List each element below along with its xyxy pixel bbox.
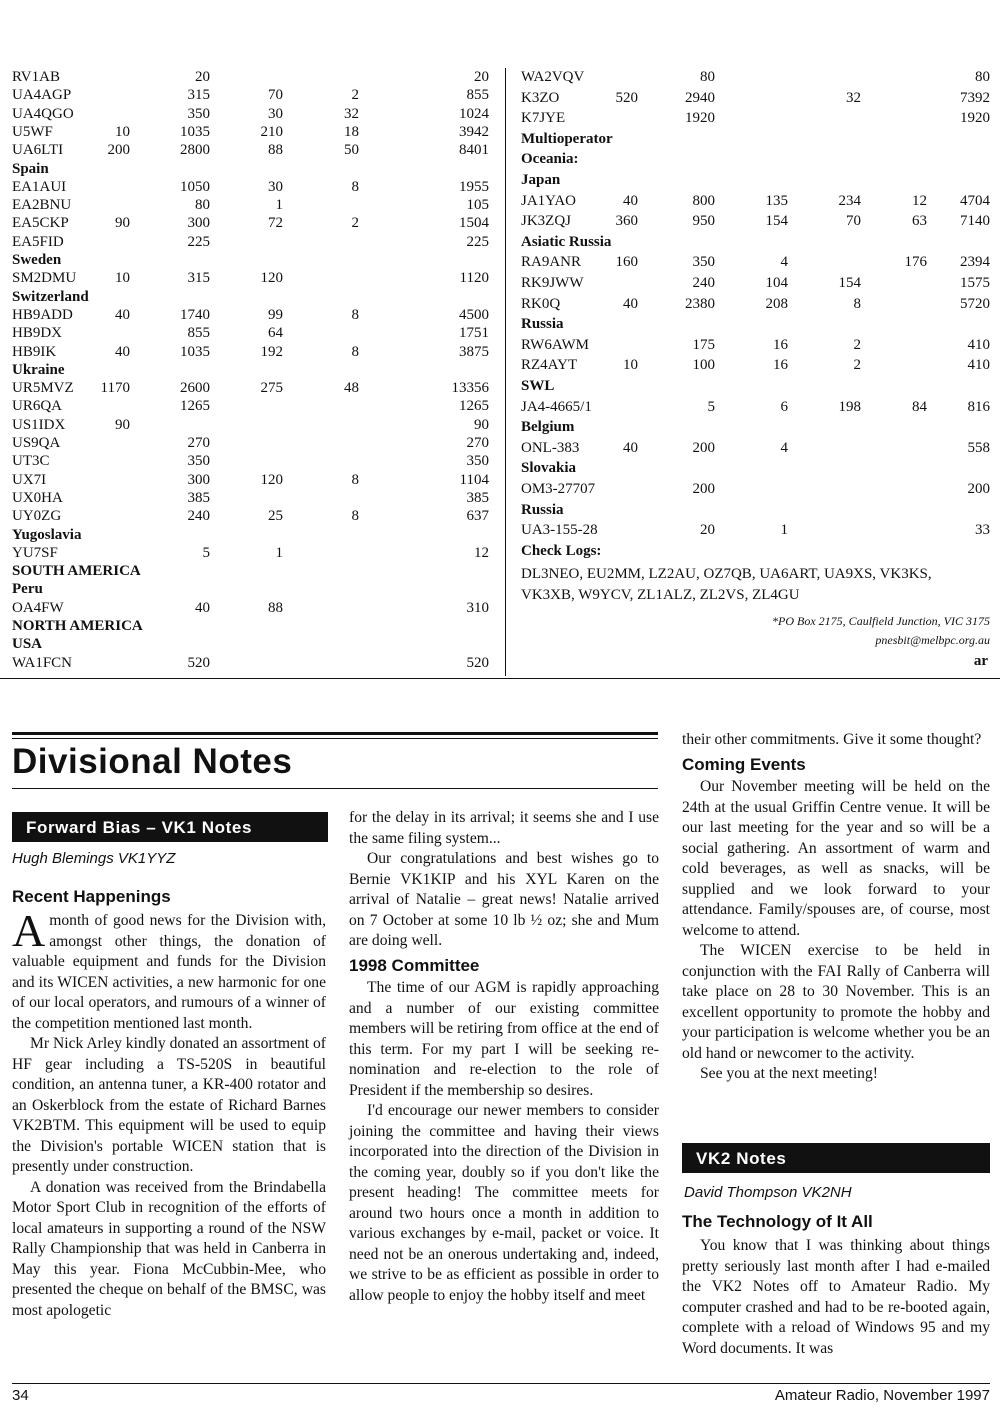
- table-row: [12, 416, 492, 434]
- score-cell: 2800: [180, 142, 210, 159]
- score-cell: 40: [115, 306, 130, 323]
- vk2-heading: VK2 Notes: [682, 1143, 990, 1173]
- score-cell: 208: [765, 295, 788, 312]
- callsign-cell: EA5CKP: [12, 215, 69, 232]
- title-rule-top-thin: [12, 738, 658, 739]
- callsign-cell: K7JYE: [521, 110, 566, 127]
- region-header: [12, 562, 492, 580]
- callsign-cell: OA4FW: [12, 599, 64, 616]
- end-mark: ar: [973, 653, 988, 669]
- score-cell: 176: [904, 254, 927, 271]
- score-cell: 40: [115, 343, 130, 360]
- score-cell: 50: [344, 142, 359, 159]
- callsign-cell: RV1AB: [12, 69, 60, 85]
- region-header: [521, 233, 991, 251]
- region-header: [12, 251, 492, 269]
- score-cell: 16: [773, 357, 788, 374]
- callsign-cell: HB9ADD: [12, 306, 73, 323]
- callsign-cell: RK9JWW: [521, 275, 584, 291]
- score-cell: 16: [773, 336, 788, 353]
- score-cell: 2380: [685, 295, 715, 312]
- score-cell: 210: [260, 123, 283, 140]
- score-cell: 360: [615, 213, 638, 230]
- score-cell: 300: [187, 471, 210, 488]
- table-row: [521, 356, 991, 374]
- score-cell: 270: [187, 435, 210, 451]
- table-row: [521, 336, 991, 354]
- score-cell: 88: [268, 142, 283, 159]
- total-cell: 1104: [459, 471, 489, 488]
- callsign-cell: EA5FID: [12, 233, 64, 250]
- table-row: [521, 109, 991, 127]
- region-header: [12, 361, 492, 379]
- total-cell: 105: [466, 197, 489, 214]
- region-label: Russia: [521, 501, 564, 518]
- table-row: [521, 398, 991, 416]
- score-cell: 2: [853, 336, 861, 353]
- region-header: [521, 377, 991, 395]
- score-cell: 350: [187, 453, 210, 470]
- score-cell: 135: [765, 192, 788, 209]
- table-row: [12, 68, 492, 86]
- region-header: [12, 288, 492, 306]
- total-cell: 200: [967, 481, 990, 497]
- callsign-cell: EA2BNU: [12, 197, 72, 214]
- table-row: [12, 544, 492, 562]
- score-cell: 520: [615, 89, 638, 106]
- score-cell: 154: [765, 213, 788, 230]
- column-divider: [505, 68, 506, 676]
- total-cell: 1265: [459, 398, 489, 415]
- callsign-cell: UT3C: [12, 453, 50, 470]
- score-cell: 2: [853, 357, 861, 374]
- table-row: [12, 86, 492, 104]
- score-cell: 192: [260, 343, 283, 360]
- paragraph: month of good news for the Division with, amongst other things, the donation of valuable equipment and funds for the Division and its WICEN activities, a new harmonic for one of our local operators, and rumours of a winner of the competition mentioned last month.: [12, 912, 326, 1032]
- score-cell: 30: [268, 178, 283, 195]
- score-cell: 40: [623, 192, 638, 209]
- score-cell: 8: [351, 343, 359, 360]
- score-cell: 1265: [180, 398, 210, 415]
- total-cell: 1120: [459, 270, 489, 287]
- callsign-cell: UA3-155-28: [521, 522, 598, 539]
- score-cell: 6: [780, 398, 788, 415]
- score-cell: 70: [846, 213, 861, 230]
- paragraph: Our congratulations and best wishes go to Bernie VK1KIP and his XYL Karen on the arrival of Natalie – great news! Natalie arrived on 7 October at some 10 lb ½ oz; she and Mum are doing well.: [349, 850, 659, 949]
- score-cell: 63: [912, 213, 927, 230]
- score-cell: 90: [115, 215, 130, 232]
- callsign-cell: UX0HA: [12, 489, 63, 506]
- callsign-cell: UY0ZG: [12, 508, 62, 525]
- table-row: [12, 654, 492, 672]
- score-cell: 855: [187, 325, 210, 342]
- table-row: [12, 141, 492, 159]
- score-cell: 315: [187, 270, 210, 287]
- score-cell: 1: [780, 522, 788, 539]
- total-cell: 1955: [459, 178, 489, 195]
- total-cell: 5720: [960, 295, 990, 312]
- table-row: [521, 212, 991, 230]
- region-label: Russia: [521, 316, 564, 333]
- region-label: Ukraine: [12, 361, 65, 378]
- score-cell: 198: [838, 398, 861, 415]
- score-cell: 32: [344, 105, 359, 122]
- table-row: [12, 123, 492, 141]
- vk1-author: Hugh Blemings VK1YYZ: [12, 850, 176, 867]
- paragraph: Mr Nick Arley kindly donated an assortment of HF gear including a TS-520S in beautiful condition, an antenna tuner, a KR-400 rotator and an Oskerblock from the estate of Richard Barnes VK2BTM. This equipment will be used to equip the Division's portable WICEN station that is presently under construction.: [12, 1035, 326, 1175]
- callsign-cell: ONL-383: [521, 439, 580, 456]
- paragraph: their other commitments. Give it some thought?: [682, 731, 982, 748]
- page-title: Divisional Notes: [12, 742, 293, 781]
- score-cell: 10: [115, 270, 130, 287]
- total-cell: 855: [466, 87, 489, 104]
- footer-rule: [12, 1383, 990, 1384]
- callsign-cell: SM2DMU: [12, 270, 77, 287]
- total-cell: 637: [466, 508, 489, 525]
- region-label: Belgium: [521, 419, 575, 436]
- callsign-cell: JK3ZQJ: [521, 213, 572, 230]
- table-row: [12, 306, 492, 324]
- table-row: [521, 192, 991, 210]
- region-label: Spain: [12, 160, 49, 177]
- total-cell: 4500: [459, 306, 489, 323]
- score-cell: 1740: [180, 306, 210, 323]
- region-label: Japan: [521, 172, 561, 188]
- table-row: [12, 489, 492, 507]
- region-header: [521, 418, 991, 436]
- paragraph: You know that I was thinking about things pretty seriously last month after I had e-mailed the VK2 Notes off to Amateur Radio. My computer crashed and had to be re-booted again, complete with a reload of Windows 95 and my Word documents. It was: [682, 1237, 990, 1357]
- vk2-author: David Thompson VK2NH: [684, 1184, 852, 1201]
- column-1: [12, 905, 326, 1321]
- subhead-recent-happenings: Recent Happenings: [12, 887, 171, 906]
- region-header: [12, 160, 492, 178]
- callsign-cell: RK0Q: [521, 295, 561, 312]
- callsign-cell: US1IDX: [12, 416, 66, 433]
- score-cell: 10: [115, 123, 130, 140]
- score-cell: 1035: [180, 343, 210, 360]
- callsign-cell: JA1YAO: [521, 192, 577, 209]
- total-cell: 1751: [459, 325, 489, 342]
- score-cell: 120: [260, 270, 283, 287]
- region-header: [12, 635, 492, 653]
- region-header: [521, 150, 991, 168]
- score-cell: 8: [853, 295, 861, 312]
- total-cell: 8401: [459, 142, 489, 159]
- score-cell: 1: [275, 197, 283, 214]
- score-cell: 300: [187, 215, 210, 232]
- total-cell: 2394: [960, 254, 990, 271]
- score-cell: 160: [615, 254, 638, 271]
- score-cell: 234: [838, 192, 861, 209]
- score-cell: 12: [912, 192, 927, 209]
- region-label: Yugoslavia: [12, 526, 82, 543]
- score-cell: 1050: [180, 178, 210, 195]
- region-header: [521, 130, 991, 148]
- region-label: NORTH AMERICA: [12, 618, 143, 634]
- subhead-technology: The Technology of It All: [682, 1212, 873, 1231]
- vk1-heading: Forward Bias – VK1 Notes: [12, 812, 328, 842]
- score-cell: 99: [268, 306, 283, 323]
- score-cell: 240: [692, 275, 715, 291]
- total-cell: 7392: [960, 89, 990, 106]
- callsign-cell: K3ZO: [521, 89, 560, 106]
- score-cell: 20: [700, 522, 715, 539]
- region-label: Sweden: [12, 252, 62, 268]
- total-cell: 816: [967, 398, 990, 415]
- score-cell: 48: [344, 380, 359, 397]
- callsign-cell: UR5MVZ: [12, 380, 74, 397]
- score-cell: 90: [115, 416, 130, 433]
- callsign-cell: YU7SF: [12, 544, 58, 561]
- callsign-cell: RW6AWM: [521, 336, 589, 353]
- table-row: [12, 507, 492, 525]
- score-cell: 84: [912, 398, 927, 415]
- score-cell: 88: [268, 599, 283, 616]
- callsign-cell: OM3-27707: [521, 481, 596, 497]
- table-row: [521, 480, 991, 498]
- table-row: [12, 343, 492, 361]
- score-cell: 30: [268, 105, 283, 122]
- total-cell: 385: [466, 489, 489, 506]
- total-cell: 350: [466, 453, 489, 470]
- score-cell: 5: [707, 398, 715, 415]
- score-cell: 100: [692, 357, 715, 374]
- paragraph: for the delay in its arrival; it seems she and I use the same filing system...: [349, 809, 659, 847]
- region-header: [521, 171, 991, 189]
- score-cell: 2600: [180, 380, 210, 397]
- callsign-cell: WA2VQV: [521, 69, 585, 85]
- score-cell: 8: [351, 178, 359, 195]
- subhead-1998-committee: 1998 Committee: [349, 955, 480, 975]
- score-cell: 4: [780, 254, 788, 271]
- score-cell: 175: [692, 336, 715, 353]
- score-cell: 80: [700, 69, 715, 85]
- score-cell: 40: [623, 439, 638, 456]
- callsign-cell: UR6QA: [12, 398, 63, 415]
- region-label: SWL: [521, 378, 555, 394]
- title-rule-bottom: [12, 788, 658, 789]
- score-cell: 40: [195, 599, 210, 616]
- total-cell: 270: [466, 435, 489, 451]
- column-3-vk2: [682, 1236, 990, 1359]
- score-cell: 2: [351, 215, 359, 232]
- total-cell: 4704: [960, 192, 990, 209]
- check-logs-line2: VK3XB, W9YCV, ZL1ALZ, ZL2VS, ZL4GU: [521, 587, 800, 603]
- total-cell: 80: [975, 69, 990, 85]
- score-cell: 200: [107, 142, 130, 159]
- region-header: [12, 617, 492, 635]
- total-cell: 20: [474, 69, 489, 85]
- callsign-cell: HB9IK: [12, 343, 57, 360]
- score-cell: 1170: [100, 380, 130, 397]
- region-header: [521, 501, 991, 519]
- region-label: Multioperator: [521, 130, 613, 147]
- callsign-cell: RA9ANR: [521, 254, 582, 271]
- region-label: Asiatic Russia: [521, 233, 612, 250]
- paragraph: See you at the next meeting!: [700, 1065, 878, 1082]
- region-header: [12, 580, 492, 598]
- total-cell: 410: [967, 357, 990, 374]
- table-row: [521, 89, 991, 107]
- table-row: [12, 214, 492, 232]
- subhead-coming-events: Coming Events: [682, 754, 806, 774]
- callsign-cell: UA4AGP: [12, 87, 72, 104]
- region-header: [12, 526, 492, 544]
- score-cell: 950: [692, 213, 715, 230]
- region-header: [521, 315, 991, 333]
- score-cell: 2940: [685, 89, 715, 106]
- page-number: 34: [12, 1387, 29, 1404]
- score-cell: 64: [268, 325, 283, 342]
- callsign-cell: HB9DX: [12, 325, 63, 342]
- score-cell: 18: [344, 123, 359, 140]
- table-row: [521, 253, 991, 271]
- region-label: Switzerland: [12, 288, 89, 305]
- callsign-cell: UA6LTI: [12, 142, 64, 159]
- callsign-cell: EA1AUI: [12, 178, 67, 195]
- paragraph: Our November meeting will be held on the 24th at the usual Griffin Centre venue. It will be our last meeting for the year and so will be a social gathering. An assortment of warm and cold beverages, as well as snacks, will be supplied and we look forward to your attendance. Family/spouses are, of course, most welcome to attend.: [682, 778, 990, 939]
- table-row: [12, 471, 492, 489]
- results-table-left: [12, 68, 492, 678]
- score-cell: 25: [268, 508, 283, 525]
- total-cell: 1504: [459, 215, 489, 232]
- total-cell: 310: [466, 599, 489, 616]
- paragraph: I'd encourage our newer members to consider joining the committee and having their views incorporated into the direction of the Division in the coming year, doubly so if you don't like the present heading! The committee meets for around two hours once a month in addition to various exchanges by e-mail, packet or voice. It need not be an onerous undertaking and, indeed, we strive to be as efficient as possible in order to allow people to enjoy the hobby itself and meet: [349, 1102, 659, 1304]
- table-row: [521, 521, 991, 539]
- total-cell: 90: [474, 416, 489, 433]
- score-cell: 520: [187, 654, 210, 671]
- region-label: Check Logs:: [521, 542, 602, 559]
- score-cell: 275: [260, 380, 283, 397]
- region-label: Slovakia: [521, 460, 577, 477]
- score-cell: 315: [187, 87, 210, 104]
- total-cell: 558: [967, 439, 990, 456]
- table-row: [12, 397, 492, 415]
- region-label: Oceania:: [521, 151, 579, 168]
- score-cell: 70: [268, 87, 283, 104]
- total-cell: 3942: [459, 123, 489, 140]
- score-cell: 72: [268, 215, 283, 232]
- score-cell: 154: [838, 275, 861, 291]
- total-cell: 520: [466, 654, 489, 671]
- callsign-cell: JA4-4665/1: [521, 398, 592, 415]
- region-header: [521, 542, 991, 560]
- total-cell: 1024: [459, 105, 489, 122]
- table-row: [521, 274, 991, 292]
- score-cell: 80: [195, 197, 210, 214]
- score-cell: 40: [623, 295, 638, 312]
- po-box: *PO Box 2175, Caulfield Junction, VIC 3175: [772, 614, 990, 628]
- score-cell: 2: [351, 87, 359, 104]
- table-row: [12, 269, 492, 287]
- table-row: [12, 178, 492, 196]
- callsign-cell: RZ4AYT: [521, 357, 578, 374]
- paragraph: The time of our AGM is rapidly approaching and a number of our existing committee members will be retiring from office at the end of this term. For my part I will be seeking re-nomination and re-election to the role of President if the membership so desires.: [349, 979, 659, 1099]
- score-cell: 350: [187, 105, 210, 122]
- total-cell: 410: [967, 336, 990, 353]
- score-cell: 1: [275, 544, 283, 561]
- drop-cap: A: [12, 905, 46, 956]
- region-header: [521, 459, 991, 477]
- score-cell: 8: [351, 508, 359, 525]
- region-label: USA: [12, 636, 43, 653]
- score-cell: 200: [692, 439, 715, 456]
- paragraph: The WICEN exercise to be held in conjunction with the FAI Rally of Canberra will take place on 28 to 30 November. This is an excellent opportunity to promote the hobby and your participation is welcome whether you be an old hand or newcomer to the activity.: [682, 942, 990, 1062]
- score-cell: 8: [351, 471, 359, 488]
- callsign-cell: U5WF: [12, 123, 53, 140]
- table-row: [12, 599, 492, 617]
- score-cell: 385: [187, 489, 210, 506]
- check-logs-line1: DL3NEO, EU2MM, LZ2AU, OZ7QB, UA6ART, UA9XS, VK3KS,: [521, 566, 932, 582]
- total-cell: 3875: [459, 343, 489, 360]
- column-3: [682, 730, 990, 1085]
- column-2: [349, 808, 659, 1306]
- score-cell: 1920: [685, 110, 715, 127]
- total-cell: 7140: [960, 213, 990, 230]
- score-cell: 800: [692, 192, 715, 209]
- score-cell: 200: [692, 481, 715, 497]
- score-cell: 350: [692, 254, 715, 271]
- paragraph: A donation was received from the Brindabella Motor Sport Club in recognition of the efforts of local amateurs in supporting a round of the NSW Rally Championship that was held in Canberra in May this year. Fiona McCubbin-Mee, who presented the cheque on behalf of the BMSC, was most apologetic: [12, 1178, 326, 1319]
- title-rule-top: [12, 732, 658, 735]
- table-row: [12, 434, 492, 452]
- callsign-cell: US9QA: [12, 435, 61, 451]
- total-cell: 12: [474, 544, 489, 561]
- total-cell: 33: [975, 522, 990, 539]
- score-cell: 104: [765, 275, 788, 291]
- score-cell: 1035: [180, 123, 210, 140]
- table-row: [521, 439, 991, 457]
- table-row: [521, 68, 991, 86]
- score-cell: 240: [187, 508, 210, 525]
- score-cell: 10: [623, 357, 638, 374]
- table-row: [12, 324, 492, 342]
- table-row: [12, 105, 492, 123]
- table-bottom-rule: [0, 678, 1000, 679]
- score-cell: 8: [351, 306, 359, 323]
- total-cell: 13356: [451, 380, 489, 397]
- email-address: pnesbit@melbpc.org.au: [875, 633, 990, 647]
- score-cell: 5: [202, 544, 210, 561]
- score-cell: 4: [780, 439, 788, 456]
- score-cell: 20: [195, 69, 210, 85]
- region-label: SOUTH AMERICA: [12, 563, 141, 580]
- table-row: [12, 452, 492, 470]
- score-cell: 225: [187, 233, 210, 250]
- callsign-cell: UA4QGO: [12, 105, 74, 122]
- table-row: [12, 233, 492, 251]
- callsign-cell: UX7I: [12, 471, 47, 488]
- score-cell: 32: [846, 89, 861, 106]
- total-cell: 1575: [960, 275, 990, 291]
- region-label: Peru: [12, 581, 43, 598]
- total-cell: 225: [466, 233, 489, 250]
- table-row: [12, 379, 492, 397]
- callsign-cell: WA1FCN: [12, 654, 73, 671]
- total-cell: 1920: [960, 110, 990, 127]
- score-cell: 120: [260, 471, 283, 488]
- table-row: [12, 196, 492, 214]
- table-row: [521, 295, 991, 313]
- magazine-issue: Amateur Radio, November 1997: [774, 1387, 990, 1404]
